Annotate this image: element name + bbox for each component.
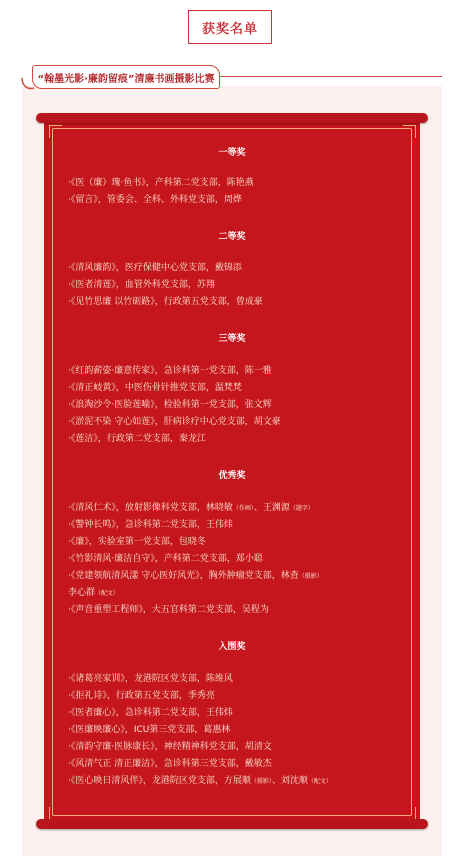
section-title-shortlist: 入围奖 xyxy=(218,642,246,652)
section-title-second-prize: 二等奖 xyxy=(218,232,246,242)
scroll-roller-top xyxy=(36,113,428,123)
award-entry: ·《风清气正 清正廉洁》，急诊科第三党支部，戴敏杰 xyxy=(68,759,272,769)
award-entry: ·《警钟长鸣》，急诊科第二党支部，王伟炜 xyxy=(68,520,233,530)
award-entry: ·《清风仁术》，放射影像科党支部，林晓敏（作画）、王渊源（题字） xyxy=(68,503,314,513)
award-entry: ·《清风廉韵》，医疗保健中心党支部，戴锦添 xyxy=(68,263,242,273)
role-note: （作画） xyxy=(232,505,254,512)
award-entry: ·《医者廉心》，急诊科第二党支部，王伟炜 xyxy=(68,708,233,718)
award-entry: ·《莲洁》，行政第二党支部，秦龙江 xyxy=(68,434,206,444)
award-entry: ·《竹影清风·廉洁自守》，产科第二党支部，郑小聪 xyxy=(68,554,263,564)
scroll-roller-bottom xyxy=(36,819,428,829)
award-entry: ·《清正岐黄》，中医伤骨针推党支部，温梵梵 xyxy=(68,383,242,393)
contest-divider-line xyxy=(218,76,442,77)
contest-name-label: “翰墨光影·廉韵留痕”清廉书画摄影比赛 xyxy=(32,65,220,89)
award-entry: ·《见竹思廉 以竹砺路》，行政第五党支部，曾成豪 xyxy=(68,297,263,307)
award-entry: ·《医者清莲》，血管外科党支部，苏翔 xyxy=(68,280,215,290)
role-note: （配文） xyxy=(307,778,332,785)
award-entry: ·《医廉映廉心》，ICU第三党支部，葛惠林 xyxy=(68,725,231,735)
award-entry: ·《声音重塑工程师》，大五官科第二党支部，吴程为 xyxy=(68,605,269,615)
co-author: 、刘沈顺 xyxy=(271,776,308,786)
frame-corner xyxy=(403,125,416,138)
award-entry: ·《拒礼诗》，行政第五党支部，季秀亮 xyxy=(68,691,215,701)
award-entry: ·《淤泥不染 守心如莲》，肝病诊疗中心党支部，胡文豪 xyxy=(68,417,281,427)
award-entry: ·《清韵守廉·医脉康长》，神经精神科党支部，胡清文 xyxy=(68,742,272,752)
award-entry: ·《红韵薪姿·廉意传家》，急诊科第一党支部，陈一雅 xyxy=(68,366,272,376)
role-note: （摄影） xyxy=(298,573,323,580)
section-title-third-prize: 三等奖 xyxy=(218,334,246,344)
co-author: 、王渊源 xyxy=(253,503,290,513)
award-entry: ·《廉》，实验室第一党支部，包晓冬 xyxy=(68,537,206,547)
award-entry: ·《诸葛亮家训》，龙港院区党支部，陈维风 xyxy=(68,674,233,684)
award-entry: ·《医（廉）瑰·鱼书》，产科第二党支部，陈艳燕 xyxy=(68,178,254,188)
award-entry: ·《留言》，管委会、全科、外科党支部，周烨 xyxy=(68,195,242,205)
award-entry-continued: 李心群（配文） xyxy=(68,588,120,598)
award-entry: ·《党建领航清风漾 守心医好风光》，胸外肿瘤党支部，林查（摄影） xyxy=(68,571,323,581)
role-note: （摄影） xyxy=(250,778,272,785)
page-title: 获奖名单 xyxy=(201,21,258,37)
role-note: （题字） xyxy=(289,505,314,512)
award-entry: ·《医心映日清风伴》，龙港院区党支部，方展顺（摄影）、刘沈顺（配文） xyxy=(68,776,332,786)
award-entry: ·《浪淘沙令·医脸莲喻》，检验科第一党支部，张文辉 xyxy=(68,400,272,410)
award-list-title-box xyxy=(188,10,272,44)
frame-corner xyxy=(49,125,62,138)
section-title-excellence-prize: 优秀奖 xyxy=(218,471,246,481)
section-title-first-prize: 一等奖 xyxy=(218,148,246,158)
role-note: （配文） xyxy=(95,590,120,597)
